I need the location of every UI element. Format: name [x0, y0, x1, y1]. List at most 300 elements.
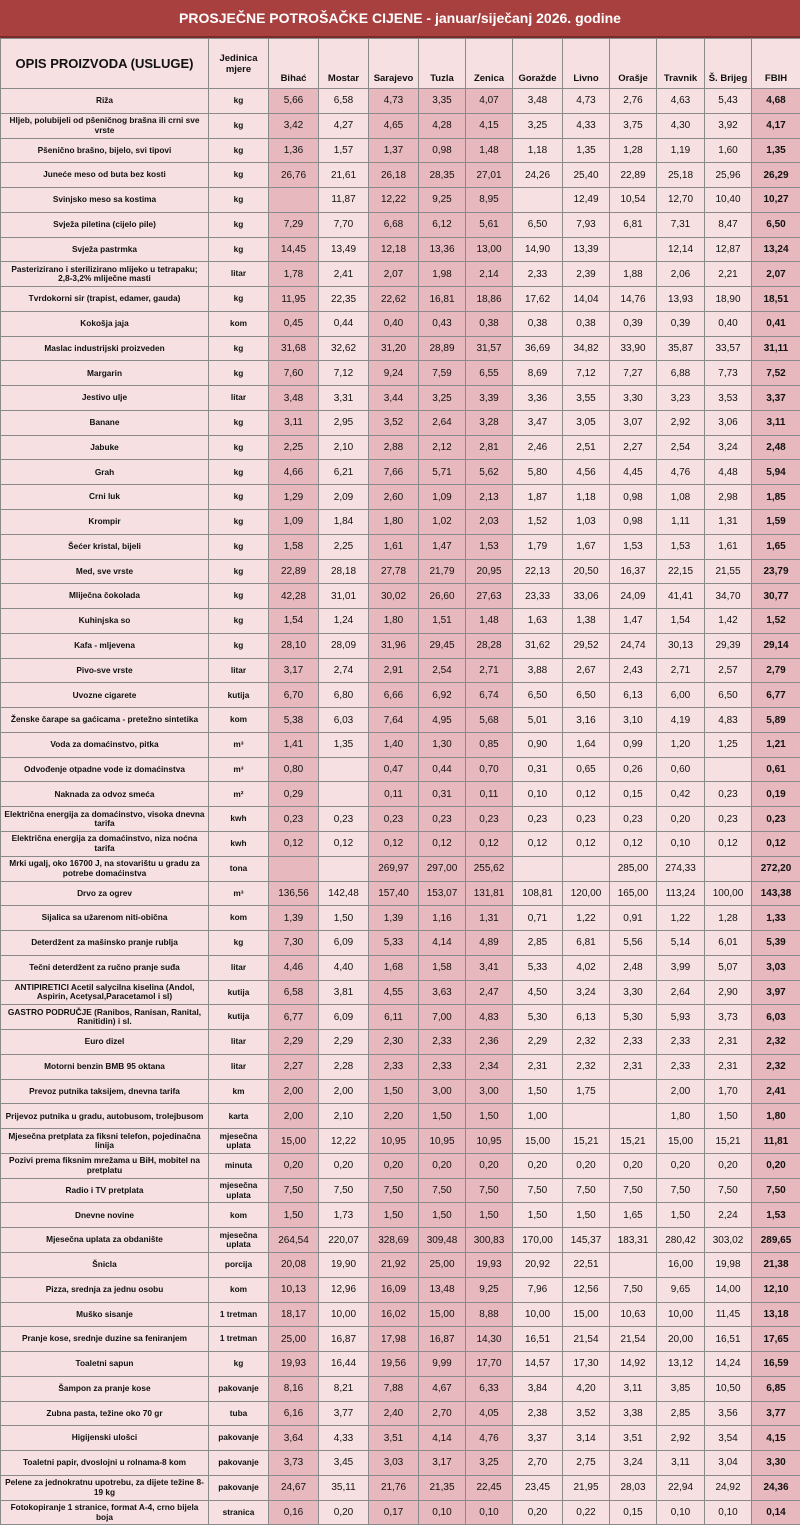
price-cell-fbih: 1,53: [752, 1203, 800, 1228]
page-title: PROSJEČNE POTROŠAČKE CIJENE - januar/siječanj 2026. godine: [0, 0, 800, 38]
price-cell: 1,47: [419, 534, 466, 559]
product-name: Zubna pasta, težine oko 70 gr: [1, 1401, 209, 1426]
unit-of-measure: kom: [209, 708, 269, 733]
price-cell: 2,43: [610, 658, 657, 683]
price-cell: 6,11: [369, 1005, 419, 1030]
product-name: Muško sisanje: [1, 1302, 209, 1327]
price-cell: 7,66: [369, 460, 419, 485]
table-row: [1, 534, 800, 559]
price-cell: 2,07: [369, 262, 419, 287]
price-cell: 0,12: [466, 831, 513, 856]
price-cell: 1,54: [657, 609, 705, 634]
price-cell: 7,50: [466, 1178, 513, 1203]
price-cell-fbih: 1,85: [752, 485, 800, 510]
table-row: [1, 708, 800, 733]
price-cell: 0,47: [369, 757, 419, 782]
price-cell: 17,70: [466, 1352, 513, 1377]
product-name: Mrki ugalj, oko 16700 J, na stovarištu u gradu za potrebe domaćinstva: [1, 856, 209, 881]
price-cell: 3,03: [369, 1451, 419, 1476]
price-cell: 0,31: [419, 782, 466, 807]
price-cell: 3,73: [269, 1451, 319, 1476]
product-name: Radio i TV pretplata: [1, 1178, 209, 1203]
price-cell: [269, 188, 319, 213]
price-cell: 1,39: [369, 906, 419, 931]
price-cell: 3,56: [705, 1401, 752, 1426]
price-cell: 3,35: [419, 89, 466, 114]
product-name: Pšenično brašno, bijelo, svi tipovi: [1, 138, 209, 163]
price-cell: 2,71: [466, 658, 513, 683]
product-name: Juneće meso od buta bez kosti: [1, 163, 209, 188]
price-cell: 15,00: [563, 1302, 610, 1327]
price-cell: 4,28: [419, 113, 466, 138]
price-cell: 2,10: [319, 1104, 369, 1129]
price-cell: 2,57: [705, 658, 752, 683]
product-name: Euro dizel: [1, 1030, 209, 1055]
price-cell: 2,31: [705, 1054, 752, 1079]
price-cell: 3,30: [610, 980, 657, 1005]
price-cell: 4,46: [269, 955, 319, 980]
price-cell: 14,92: [610, 1352, 657, 1377]
price-cell: 300,83: [466, 1228, 513, 1253]
price-cell: 7,50: [369, 1178, 419, 1203]
unit-of-measure: kg: [209, 361, 269, 386]
price-cell-fbih: 7,50: [752, 1178, 800, 1203]
price-cell: 23,45: [513, 1475, 563, 1500]
price-cell: 1,31: [466, 906, 513, 931]
unit-of-measure: 1 tretman: [209, 1302, 269, 1327]
price-cell: 3,11: [657, 1451, 705, 1476]
price-cell: 4,33: [563, 113, 610, 138]
unit-of-measure: kg: [209, 534, 269, 559]
unit-of-measure: kg: [209, 237, 269, 262]
price-cell: 5,66: [269, 89, 319, 114]
price-cell: 6,74: [466, 683, 513, 708]
price-cell: 28,35: [419, 163, 466, 188]
price-cell: 1,73: [319, 1203, 369, 1228]
table-row: [1, 732, 800, 757]
price-cell: 7,50: [705, 1178, 752, 1203]
price-cell: 2,13: [466, 485, 513, 510]
price-cell: 0,10: [657, 831, 705, 856]
header-city-fbih: FBIH: [752, 39, 800, 89]
price-cell: 0,44: [319, 311, 369, 336]
price-cell: 1,78: [269, 262, 319, 287]
price-cell: 21,95: [563, 1475, 610, 1500]
unit-of-measure: kom: [209, 906, 269, 931]
header-city: Tuzla: [419, 39, 466, 89]
table-row: [1, 1302, 800, 1327]
price-cell-fbih: 24,36: [752, 1475, 800, 1500]
price-cell: 6,09: [319, 1005, 369, 1030]
price-cell: 0,22: [563, 1500, 610, 1525]
price-cell-fbih: 10,27: [752, 188, 800, 213]
table-row: [1, 1451, 800, 1476]
price-cell: 1,35: [319, 732, 369, 757]
table-row: [1, 1277, 800, 1302]
price-cell: 6,81: [610, 212, 657, 237]
price-cell: 28,10: [269, 633, 319, 658]
price-cell: 2,92: [657, 1426, 705, 1451]
price-cell: 5,33: [513, 955, 563, 980]
price-cell: 6,13: [563, 1005, 610, 1030]
price-cell: 42,28: [269, 584, 319, 609]
price-cell: 14,30: [466, 1327, 513, 1352]
table-row: [1, 410, 800, 435]
price-cell: 2,36: [466, 1030, 513, 1055]
price-cell: 2,98: [705, 485, 752, 510]
price-cell: 3,92: [705, 113, 752, 138]
product-name: Toaletni papir, dvoslojni u rolnama-8 kom: [1, 1451, 209, 1476]
price-cell: [610, 237, 657, 262]
table-row: [1, 757, 800, 782]
price-cell: 32,62: [319, 336, 369, 361]
price-cell: 1,48: [466, 609, 513, 634]
price-cell: 6,50: [705, 683, 752, 708]
price-cell: 3,24: [563, 980, 610, 1005]
price-cell: [513, 188, 563, 213]
price-cell: 6,68: [369, 212, 419, 237]
table-row: [1, 460, 800, 485]
price-cell: 2,31: [610, 1054, 657, 1079]
price-cell: 6,80: [319, 683, 369, 708]
price-cell: 31,01: [319, 584, 369, 609]
price-cell: 11,95: [269, 287, 319, 312]
price-cell: 12,18: [369, 237, 419, 262]
price-cell: 3,10: [610, 708, 657, 733]
table-row: [1, 138, 800, 163]
price-cell: 2,20: [369, 1104, 419, 1129]
table-row: [1, 807, 800, 832]
price-cell: 1,18: [513, 138, 563, 163]
product-name: Crni luk: [1, 485, 209, 510]
price-cell: 19,93: [466, 1252, 513, 1277]
price-cell-fbih: 1,80: [752, 1104, 800, 1129]
price-cell: 2,14: [466, 262, 513, 287]
price-cell: 3,88: [513, 658, 563, 683]
price-cell: 3,17: [419, 1451, 466, 1476]
price-cell: 0,39: [657, 311, 705, 336]
unit-of-measure: m³: [209, 881, 269, 906]
unit-of-measure: kg: [209, 188, 269, 213]
unit-of-measure: kg: [209, 584, 269, 609]
price-cell: 25,00: [419, 1252, 466, 1277]
unit-of-measure: kom: [209, 311, 269, 336]
price-cell: 16,51: [513, 1327, 563, 1352]
price-cell-fbih: 1,33: [752, 906, 800, 931]
price-cell: 18,86: [466, 287, 513, 312]
product-name: Šampon za pranje kose: [1, 1376, 209, 1401]
price-cell: 1,35: [563, 138, 610, 163]
price-cell: 0,20: [269, 1153, 319, 1178]
price-cell: [610, 1079, 657, 1104]
price-cell: 3,39: [466, 386, 513, 411]
price-cell: 2,95: [319, 410, 369, 435]
price-cell: 6,33: [466, 1376, 513, 1401]
price-cell: 3,64: [269, 1426, 319, 1451]
table-row: [1, 510, 800, 535]
price-cell: 1,22: [563, 906, 610, 931]
price-cell: 14,24: [705, 1352, 752, 1377]
price-cell: 1,22: [657, 906, 705, 931]
table-row: [1, 906, 800, 931]
price-cell: 0,65: [563, 757, 610, 782]
table-row: [1, 1426, 800, 1451]
price-cell-fbih: 143,38: [752, 881, 800, 906]
price-cell: [269, 856, 319, 881]
price-cell: 4,76: [657, 460, 705, 485]
price-cell: 0,23: [513, 807, 563, 832]
price-cell: 7,93: [563, 212, 610, 237]
price-cell: 16,44: [319, 1352, 369, 1377]
price-cell: 21,79: [419, 559, 466, 584]
price-cell: 10,00: [513, 1302, 563, 1327]
header-city: Mostar: [319, 39, 369, 89]
price-cell: 4,19: [657, 708, 705, 733]
price-cell: 2,41: [319, 262, 369, 287]
price-cell: 1,02: [419, 510, 466, 535]
price-cell: 2,29: [319, 1030, 369, 1055]
price-cell: 13,36: [419, 237, 466, 262]
price-cell: 7,29: [269, 212, 319, 237]
price-cell: 7,70: [319, 212, 369, 237]
price-cell: 3,31: [319, 386, 369, 411]
product-name: Prevoz putnika taksijem, dnevna tarifa: [1, 1079, 209, 1104]
price-cell: 3,24: [705, 435, 752, 460]
price-cell: 29,52: [563, 633, 610, 658]
price-cell: 41,41: [657, 584, 705, 609]
price-cell: 21,54: [563, 1327, 610, 1352]
price-cell: 3,44: [369, 386, 419, 411]
price-cell-fbih: 13,18: [752, 1302, 800, 1327]
price-cell: 15,00: [269, 1129, 319, 1154]
price-cell: 5,62: [466, 460, 513, 485]
price-cell: 0,23: [319, 807, 369, 832]
product-name: Odvođenje otpadne vode iz domaćinstva: [1, 757, 209, 782]
price-cell: 2,33: [610, 1030, 657, 1055]
header-city: Travnik: [657, 39, 705, 89]
unit-of-measure: kutija: [209, 683, 269, 708]
price-cell: 1,50: [319, 906, 369, 931]
price-cell: 7,12: [319, 361, 369, 386]
unit-of-measure: kg: [209, 212, 269, 237]
price-cell-fbih: 3,03: [752, 955, 800, 980]
price-cell: 35,11: [319, 1475, 369, 1500]
unit-of-measure: litar: [209, 262, 269, 287]
price-cell: 19,56: [369, 1352, 419, 1377]
price-cell: 22,35: [319, 287, 369, 312]
price-cell: 21,55: [705, 559, 752, 584]
price-cell: 6,00: [657, 683, 705, 708]
price-cell-fbih: 2,79: [752, 658, 800, 683]
price-cell: 17,98: [369, 1327, 419, 1352]
unit-of-measure: kom: [209, 1277, 269, 1302]
unit-of-measure: mjesečna uplata: [209, 1129, 269, 1154]
table-row: [1, 311, 800, 336]
price-cell: 1,58: [419, 955, 466, 980]
header-city: Bihać: [269, 39, 319, 89]
price-cell: 1,16: [419, 906, 466, 931]
price-cell: 3,17: [269, 658, 319, 683]
price-cell: 3,52: [369, 410, 419, 435]
product-name: ANTIPIRETICI Acetil salycilna kiselina (Andol, Aspirin, Acetysal,Paracetamol i sl): [1, 980, 209, 1005]
table-row: [1, 386, 800, 411]
price-cell: 7,73: [705, 361, 752, 386]
price-cell: 24,09: [610, 584, 657, 609]
price-cell-fbih: 0,41: [752, 311, 800, 336]
price-cell: 4,65: [369, 113, 419, 138]
price-cell: 9,99: [419, 1352, 466, 1377]
price-cell: 26,60: [419, 584, 466, 609]
price-cell: 10,00: [319, 1302, 369, 1327]
price-cell: 9,24: [369, 361, 419, 386]
price-cell: 27,78: [369, 559, 419, 584]
price-cell: 1,29: [269, 485, 319, 510]
price-cell: 6,01: [705, 931, 752, 956]
price-cell: 2,33: [419, 1054, 466, 1079]
price-cell: 100,00: [705, 881, 752, 906]
price-cell: 10,95: [369, 1129, 419, 1154]
price-cell-fbih: 16,59: [752, 1352, 800, 1377]
product-name: Margarin: [1, 361, 209, 386]
product-name: Pivo-sve vrste: [1, 658, 209, 683]
price-cell: 6,55: [466, 361, 513, 386]
price-cell-fbih: 3,11: [752, 410, 800, 435]
price-cell: 15,21: [563, 1129, 610, 1154]
price-cell: 1,50: [419, 1203, 466, 1228]
price-cell: 10,13: [269, 1277, 319, 1302]
price-cell: 274,33: [657, 856, 705, 881]
price-cell: 26,76: [269, 163, 319, 188]
unit-of-measure: kg: [209, 163, 269, 188]
price-cell: 20,92: [513, 1252, 563, 1277]
price-cell: 0,17: [369, 1500, 419, 1525]
unit-of-measure: pakovanje: [209, 1426, 269, 1451]
unit-of-measure: kwh: [209, 831, 269, 856]
price-cell: 5,30: [513, 1005, 563, 1030]
price-cell: 0,43: [419, 311, 466, 336]
table-row: [1, 1475, 800, 1500]
price-cell: 1,41: [269, 732, 319, 757]
price-cell: 25,18: [657, 163, 705, 188]
price-cell: 8,47: [705, 212, 752, 237]
price-cell: 11,45: [705, 1302, 752, 1327]
price-cell: 14,00: [705, 1277, 752, 1302]
price-cell: 1,54: [269, 609, 319, 634]
price-cell: 2,74: [319, 658, 369, 683]
price-cell: 4,48: [705, 460, 752, 485]
price-cell-fbih: 1,65: [752, 534, 800, 559]
price-cell: 0,11: [369, 782, 419, 807]
price-cell: 27,63: [466, 584, 513, 609]
price-cell: 0,26: [610, 757, 657, 782]
price-cell: 2,67: [563, 658, 610, 683]
price-cell-fbih: 0,12: [752, 831, 800, 856]
price-cell: 18,17: [269, 1302, 319, 1327]
price-cell: 33,06: [563, 584, 610, 609]
price-cell: 33,57: [705, 336, 752, 361]
price-cell: 5,68: [466, 708, 513, 733]
price-cell: 2,88: [369, 435, 419, 460]
price-cell: 2,70: [419, 1401, 466, 1426]
price-cell: 3,48: [269, 386, 319, 411]
price-cell-fbih: 5,39: [752, 931, 800, 956]
price-cell: 0,12: [419, 831, 466, 856]
price-cell: 31,20: [369, 336, 419, 361]
price-cell: 12,56: [563, 1277, 610, 1302]
price-cell: 4,76: [466, 1426, 513, 1451]
price-cell: 2,47: [466, 980, 513, 1005]
price-cell: 0,12: [563, 782, 610, 807]
price-cell: 0,40: [369, 311, 419, 336]
unit-of-measure: kg: [209, 138, 269, 163]
product-name: Maslac industrijski proizveden: [1, 336, 209, 361]
price-cell: 4,83: [705, 708, 752, 733]
price-cell: 0,23: [466, 807, 513, 832]
price-cell: 1,61: [369, 534, 419, 559]
price-cell: 3,30: [610, 386, 657, 411]
price-cell: 6,21: [319, 460, 369, 485]
price-cell-fbih: 30,77: [752, 584, 800, 609]
price-cell: 0,20: [705, 1153, 752, 1178]
table-row: [1, 683, 800, 708]
price-cell: 2,31: [513, 1054, 563, 1079]
unit-of-measure: kg: [209, 287, 269, 312]
price-cell: 1,68: [369, 955, 419, 980]
product-name: Jabuke: [1, 435, 209, 460]
price-cell: 2,64: [657, 980, 705, 1005]
product-name: Pasterizirano i sterilizirano mlijeko u tetrapaku; 2,8-3,2% mliječne masti: [1, 262, 209, 287]
price-cell-fbih: 26,29: [752, 163, 800, 188]
price-cell: 13,12: [657, 1352, 705, 1377]
price-cell: 1,37: [369, 138, 419, 163]
price-cell: 0,10: [466, 1500, 513, 1525]
price-cell: 0,44: [419, 757, 466, 782]
price-cell: 7,96: [513, 1277, 563, 1302]
price-cell: 34,82: [563, 336, 610, 361]
table-row: [1, 658, 800, 683]
price-cell: 7,60: [269, 361, 319, 386]
price-cell: 1,53: [657, 534, 705, 559]
price-cell: 2,70: [513, 1451, 563, 1476]
price-cell: 11,87: [319, 188, 369, 213]
price-cell: 0,11: [466, 782, 513, 807]
table-row: [1, 1129, 800, 1154]
price-cell: 2,38: [513, 1401, 563, 1426]
unit-of-measure: kwh: [209, 807, 269, 832]
price-cell: 10,00: [657, 1302, 705, 1327]
price-cell: 2,29: [513, 1030, 563, 1055]
price-cell: 4,66: [269, 460, 319, 485]
price-cell-fbih: 4,68: [752, 89, 800, 114]
price-cell: 28,03: [610, 1475, 657, 1500]
price-cell: 19,93: [269, 1352, 319, 1377]
table-row: [1, 1104, 800, 1129]
price-cell: 20,00: [657, 1327, 705, 1352]
price-cell: 7,31: [657, 212, 705, 237]
price-cell: 0,29: [269, 782, 319, 807]
price-cell: 0,12: [513, 831, 563, 856]
price-cell: 31,62: [513, 633, 563, 658]
price-cell: 2,21: [705, 262, 752, 287]
product-name: Kafa - mljevena: [1, 633, 209, 658]
price-cell: 28,89: [419, 336, 466, 361]
price-cell: 1,51: [419, 609, 466, 634]
price-cell-fbih: 7,52: [752, 361, 800, 386]
price-cell: 3,14: [563, 1426, 610, 1451]
price-cell: 3,52: [563, 1401, 610, 1426]
price-cell-fbih: 2,32: [752, 1054, 800, 1079]
table-row: [1, 163, 800, 188]
